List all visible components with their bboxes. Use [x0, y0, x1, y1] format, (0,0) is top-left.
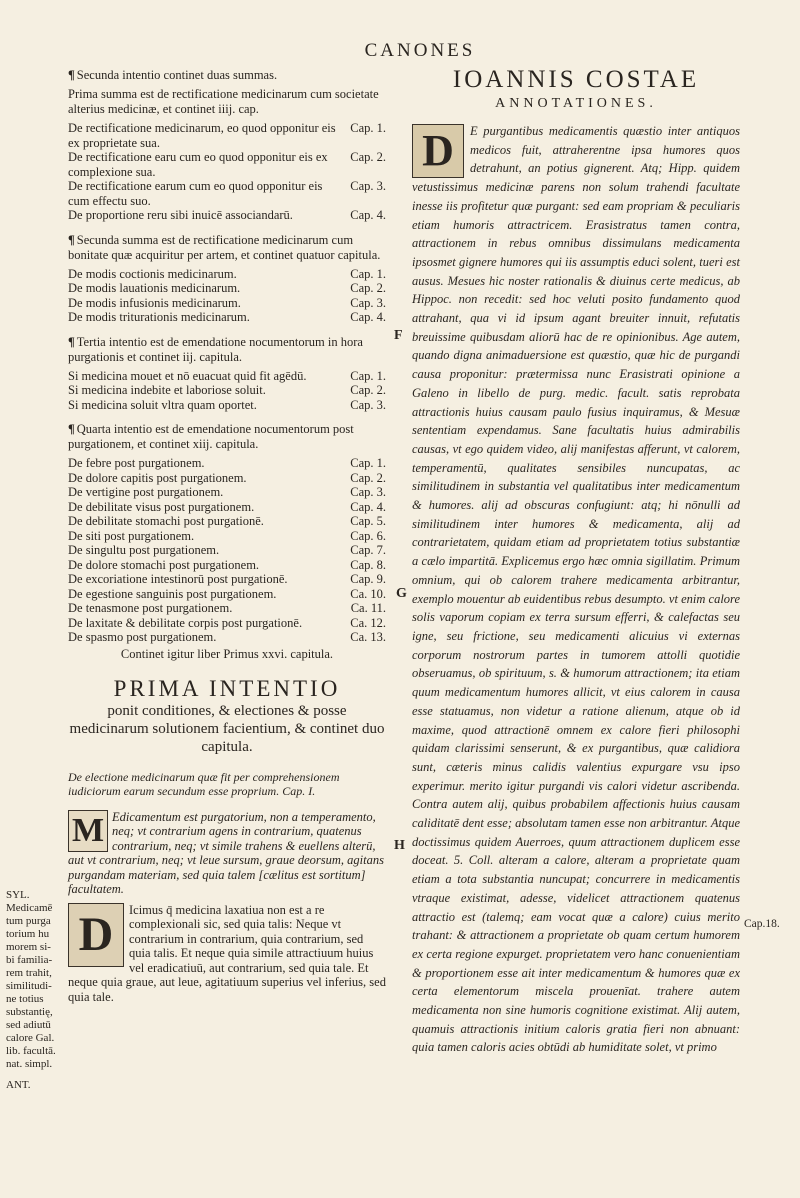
marginal-note-right: Cap.18. [744, 918, 780, 930]
chapter-row: De modis triturationis medicinarum. Cap. 4. [68, 310, 386, 324]
margin-marker-h: H [394, 838, 405, 853]
annotations-title: ANNOTATIONES. [495, 96, 657, 111]
drop-cap-d-right: D [412, 124, 464, 178]
chapter-row: De tenasmone post purgationem. Ca. 11. [68, 601, 386, 615]
author-title: IOANNIS COSTAE [452, 66, 700, 93]
left-column [68, 68, 386, 1004]
section-heading: ¶ Tertia intentio est de emendatione nocumentorum in hora purgationis et continet iij. capitula. [68, 334, 363, 364]
pilcrow-icon: ¶ [68, 68, 75, 82]
chapter-row: De debilitate visus post purgationem. Cap. 4. [68, 499, 386, 514]
section-heading: ¶ Secunda intentio continet duas summas. [68, 68, 278, 82]
section-heading-extra: Prima summa est de rectificatione medicinarum cum societate alterius medicinæ, et continet iiij. cap. [68, 87, 379, 116]
chapter-row: De debilitate stomachi post purgationē. Cap. 5. [68, 514, 386, 528]
chapter-row: De siti post purgationem. Cap. 6. [68, 528, 386, 543]
chapter-list [68, 456, 386, 645]
chapter-row: De dolore stomachi post purgationem. Cap. 8. [68, 557, 386, 572]
chapter-list [68, 267, 386, 325]
chapter-row: De excoriatione intestinorū post purgationē. Cap. 9. [68, 572, 386, 586]
chapter-list [68, 369, 386, 413]
chapter-list [68, 121, 386, 223]
pilcrow-icon: ¶ [68, 334, 75, 349]
marginal-ant: ANT. [6, 1079, 31, 1091]
margin-marker-f: F [394, 328, 403, 343]
text-paragraph-1: M Edicamentum est purgatorium, non a temperamento, neq; vt contrarium agens in contrarium, quatenus contrarium, neq; vt simile trahens & euellens alterū, aut vt contrarium, neq; vt leue sursum, graue deorsum, agitans purgandam materiam, sed quia talem [cælitus est sortitum] facultatem. [68, 809, 384, 896]
chapter-row: De modis coctionis medicinarum. Cap. 1. [68, 266, 386, 281]
right-column [412, 66, 740, 1057]
section-heading: ¶ Secunda summa est de rectificatione medicinarum cum bonitate quæ acquiritur per artem, et continet quatuor capitula. [68, 232, 381, 262]
marginal-note-left: SYL. Medicamē tum purga torium hu morem si- bi familia- rem trahit, similitudi- ne totius substantię, sed adiutū calore Gal. lib. facultā. nat. simpl. ANT. [6, 889, 64, 1092]
chapter-row: De egestione sanguinis post purgationem. Ca. 10. [68, 586, 386, 601]
drop-cap-m: M [68, 810, 108, 852]
section-4 [68, 422, 386, 662]
chapter-row: De rectificatione earum cum eo quod opponitur eis cum effectu suo. Cap. 3. [68, 179, 386, 208]
pilcrow-icon: ¶ [68, 422, 75, 436]
pilcrow-icon: ¶ [68, 232, 75, 247]
commentary-text: D E purgantibus medicamentis quæstio inter antiquos medicos fuit, attraherentne ipsa humores quos detrahunt, an potius gignerent. Atq; Hipp. quidem vetustissimus medicinæ parens non solum trahendi facultate inesse iis profitetur quæ purgant: sed eam propriam & peculiaris etiam humoris attractricem. Erasistratus tamen contra, attractionem in rebus omnibus dissimulans medicamenta ipsosmet gignere humores qui iis assumptis educi solent, tueri est ausus. Mesues hic noster rationalis & diuinus certe medicus, ab Hippoc. non recedit: sed hoc veluti posito fundamento quod attrahant, qua vi id ipsum agant breuiter innuit, refutatis breuissime quibusdam aliorū hac de re opinionibus. Age autem, quando digna animaduersione est quæstio, quæ hic de purgandi causa proponitur: prætermissa nunc Erasistrati opinione a Galeno in libello de purg. medic. facult. satis reprobata attractionis huius causam paulo fusius inquiramus, & Mesuæ sententiam expendamus. Sane facultatis huius admirabilis causas, vt ego quidem video, alij manifestas afferunt, vt calorem, temperamentū, qualitates sensibiles nuncupatas, ac similitudinem in substantia vel qualitatibus inter medicamentum & humores. alij ad obscuras confugiunt: atq; hi nōnulli ad similitudinem inter humores & medicamenta, alij ad contrarietatem, quidam etiam ad proprietatem totius substantiæ a cælo impartitā. Explicemus ergo hæc omnia sigillatim. Primum omnium, qui ob calorem trahere medicamenta arbitrantur, exemplo mouentur ab euidentibus rebus desumpto. vt enim calore solis vaporum copiam ex terra sursum efferri, & calefactas seu igne, seu frictione, seu medicamenti alicuius vi externas corporum nostrorum partes in tumorem attolli quotidie obseruamus, ob spirituum, s. & humorum attractionem; ita etiam quum medicamentum humores allicit, vt eius calorem in causa esse statuamus, non videtur a ratione alienum, atque ob id maxime, quod attractionē omnem ex calore fieri philosophi quidam clarissimi senserunt, & ex purgantibus, quæ calidiora sunt, cæteris minus calidis valentius expurgare vsu ipso experimur. merito igitur purgandi vis calori videtur ascribenda. Contra autem alij, quibus probabilem affectionis huius causam caliditatē dent esse; absolutam tamen esse non arbitrantur. Atque doctissimus quidem Auerroes, quum attractionem duplicem esse doceat. 5. Coll. alteram a calore, alteram a proprietate quam etiam a tota substantia nuncupat; concurrere in medicamentis vtraque existimat, adesse, videlicet attractionem quatenus attractio est (talemq; eam vocat quæ a calore) cuius merito trahant: & attractionem a proprietate ob quam certum humorem ex certa regione expurget. proprietatem vero hanc conuenientiam & proportionem esse ait inter medicamentum & humores quæ ex certa elementorum miscela prouenīat. trahere autem medicamenta non sine humoris cognitione existimat. Alij autem, quamuis attractionis initium caloris gratia fieri non abnuant: quia tamen caloris acies obtūdi ab humiditate solet, vt primo [412, 124, 740, 1055]
chapter-row: Si medicina soluit vltra quam oportet. Cap. 3. [68, 397, 386, 412]
chapter-row: De singultu post purgationem. Cap. 7. [68, 543, 386, 557]
chapter-row: De proportione reru sibi inuicē associandarū. Cap. 4. [68, 208, 386, 222]
section-heading: ¶ Quarta intentio est de emendatione nocumentorum post purgationem, et continet xiij. capitula. [68, 422, 354, 451]
prima-intentio-subtitle: ponit conditiones, & electiones & posse medicinarum solutionem facientium, & continet duo capitula. [69, 702, 385, 755]
chapter-row: Si medicina mouet et nō euacuat quid fit agēdū. Cap. 1. [68, 368, 386, 383]
chapter-title: De electione medicinarum quæ fit per comprehensionem iudiciorum earum secundum esse proprium. Cap. I. [68, 769, 340, 798]
chapter-row: De dolore capitis post purgationem. Cap. 2. [68, 470, 386, 485]
chapter-row: De modis lauationis medicinarum. Cap. 2. [68, 281, 386, 295]
chapter-row: De modis infusionis medicinarum. Cap. 3. [68, 295, 386, 310]
chapter-row: De vertigine post purgationem. Cap. 3. [68, 485, 386, 499]
section-3 [68, 335, 386, 413]
prima-intentio-title: PRIMA INTENTIO [113, 675, 341, 701]
chapter-row: De febre post purgationem. Cap. 1. [68, 456, 386, 470]
section-2 [68, 233, 386, 325]
chapter-row: De rectificatione medicinarum, eo quod opponitur eis ex proprietate sua. Cap. 1. [68, 121, 386, 150]
drop-cap-d: D [68, 903, 124, 967]
text-paragraph-2: D Icimus q̄ medicina laxatiua non est a re complexionali sic, sed quia talis: Neque vt contrarium in contrarium, quia contrarium, sed quia talis. Et neque quia simile attractiuum huius vel eradicatiuū, aut contrarium, sed quia tale. Et neque quia graue, aut leue, agitatiuum superius vel inferius, sed quia tale. [68, 902, 386, 1004]
chapter-row: De rectificatione earu cum eo quod opponitur eis ex complexione sua. Cap. 2. [68, 150, 386, 179]
section-1 [68, 68, 386, 223]
chapter-row: De spasmo post purgationem. Ca. 13. [68, 630, 386, 644]
chapter-row: De laxitate & debilitate corpis post purgationē. Ca. 12. [68, 615, 386, 630]
book-summary: Continet igitur liber Primus xxvi. capitula. [120, 646, 334, 661]
chapter-row: Si medicina indebite et laboriose soluit. Cap. 2. [68, 383, 386, 397]
margin-marker-g: G [396, 586, 407, 601]
running-head: CANONES [364, 40, 476, 61]
